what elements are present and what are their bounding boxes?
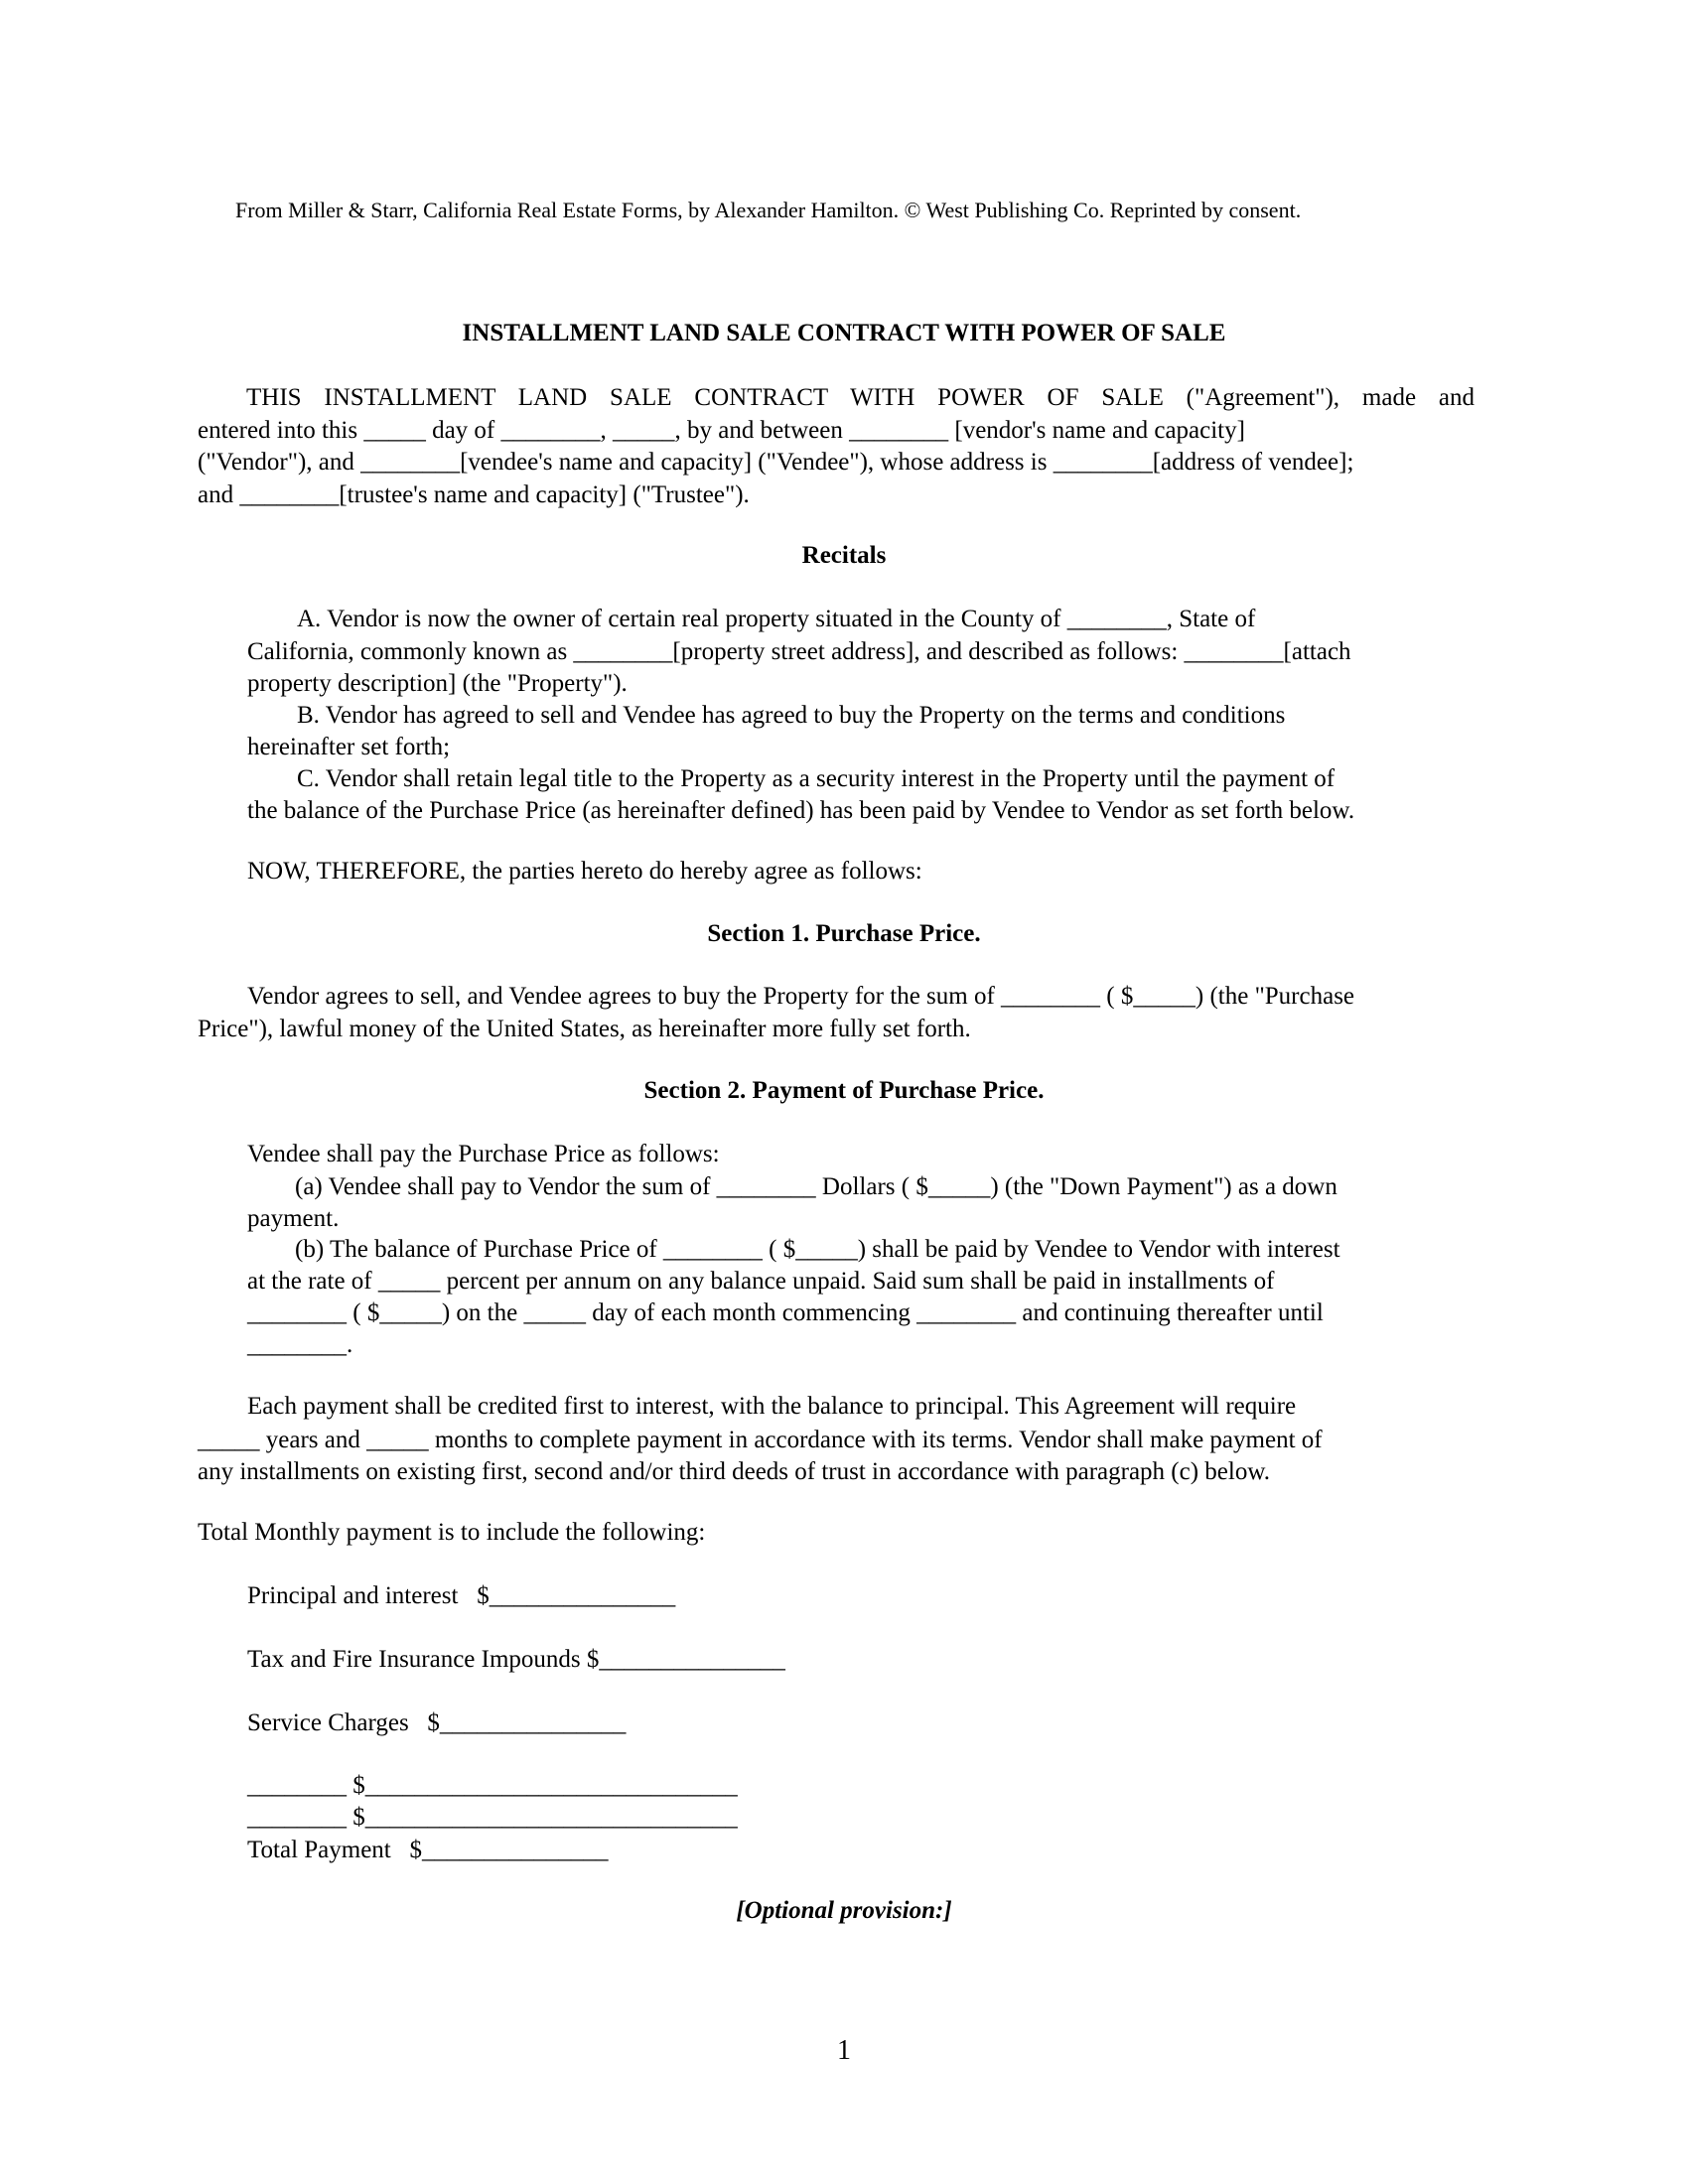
recital-a-line-2: California, commonly known as ________[property street address], and described as follows: ________[attach	[247, 638, 1351, 665]
section-1-heading: Section 1. Purchase Price.	[707, 920, 981, 947]
document-title: INSTALLMENT LAND SALE CONTRACT WITH POWER OF SALE	[462, 320, 1226, 346]
source-note: From Miller & Starr, California Real Estate Forms, by Alexander Hamilton. © West Publishing Co. Reprinted by consent.	[235, 198, 1302, 222]
recital-a-line-1: A. Vendor is now the owner of certain real property situated in the County of ________, State of	[297, 606, 1256, 632]
section-2-b-line-4: ________.	[247, 1331, 353, 1358]
recital-b-line-1: B. Vendor has agreed to sell and Vendee has agreed to buy the Property on the terms and conditions	[297, 702, 1286, 729]
intro-line-1: THIS INSTALLMENT LAND SALE CONTRACT WITH POWER OF SALE ("Agreement"), made and	[246, 384, 1475, 411]
intro-line-3: ("Vendor"), and ________[vendee's name and capacity] ("Vendee"), whose address is ________[address of vendee];	[198, 449, 1354, 476]
section-2-a-line-2: payment.	[247, 1205, 340, 1232]
section-2-heading: Section 2. Payment of Purchase Price.	[643, 1077, 1045, 1104]
total-monthly-intro: Total Monthly payment is to include the following:	[198, 1519, 706, 1546]
blank-charge-line-2: ________ $______________________________	[247, 1804, 738, 1831]
payment-line-1: Each payment shall be credited first to interest, with the balance to principal. This Agreement will require	[247, 1393, 1297, 1420]
principal-interest-line: Principal and interest $_______________	[247, 1582, 676, 1609]
tax-insurance-line: Tax and Fire Insurance Impounds $_______________	[247, 1646, 785, 1673]
section-2-a-line-1: (a) Vendee shall pay to Vendor the sum of ________ Dollars ( $_____) (the "Down Payment") as a down	[295, 1173, 1337, 1200]
section-2-b-line-2: at the rate of _____ percent per annum on any balance unpaid. Said sum shall be paid in installments of	[247, 1268, 1275, 1295]
recital-a-line-3: property description] (the "Property").	[247, 670, 628, 697]
blank-charge-line-1: ________ $______________________________	[247, 1772, 738, 1799]
payment-line-3: any installments on existing first, second and/or third deeds of trust in accordance with paragraph (c) below.	[198, 1458, 1271, 1485]
page-number: 1	[837, 2035, 851, 2066]
section-1-line-1: Vendor agrees to sell, and Vendee agrees to buy the Property for the sum of ________ ( $_____) (the "Purchase	[247, 983, 1355, 1010]
recital-b-line-2: hereinafter set forth;	[247, 734, 451, 760]
intro-line-4: and ________[trustee's name and capacity] ("Trustee").	[198, 481, 750, 508]
payment-line-2: _____ years and _____ months to complete payment in accordance with its terms. Vendor shall make payment of	[198, 1427, 1323, 1453]
recital-c-line-2: the balance of the Purchase Price (as hereinafter defined) has been paid by Vendee to Vendor as set forth below.	[247, 797, 1355, 824]
section-2-b-line-1: (b) The balance of Purchase Price of ________ ( $_____) shall be paid by Vendee to Vendor with interest	[295, 1236, 1340, 1263]
service-charges-line: Service Charges $_______________	[247, 1709, 627, 1736]
recitals-heading: Recitals	[801, 542, 887, 569]
intro-line-2: entered into this _____ day of ________, _____, by and between ________ [vendor's name and capacity]	[198, 417, 1245, 444]
section-2-intro: Vendee shall pay the Purchase Price as follows:	[247, 1141, 720, 1167]
total-payment-line: Total Payment $_______________	[247, 1837, 609, 1863]
section-2-b-line-3: ________ ( $_____) on the _____ day of each month commencing ________ and continuing thereafter until	[247, 1299, 1324, 1326]
optional-provision: [Optional provision:]	[736, 1897, 952, 1924]
section-1-line-2: Price"), lawful money of the United States, as hereinafter more fully set forth.	[198, 1016, 971, 1042]
now-therefore: NOW, THEREFORE, the parties hereto do hereby agree as follows:	[247, 858, 922, 885]
recital-c-line-1: C. Vendor shall retain legal title to the Property as a security interest in the Property until the payment of	[297, 765, 1336, 792]
